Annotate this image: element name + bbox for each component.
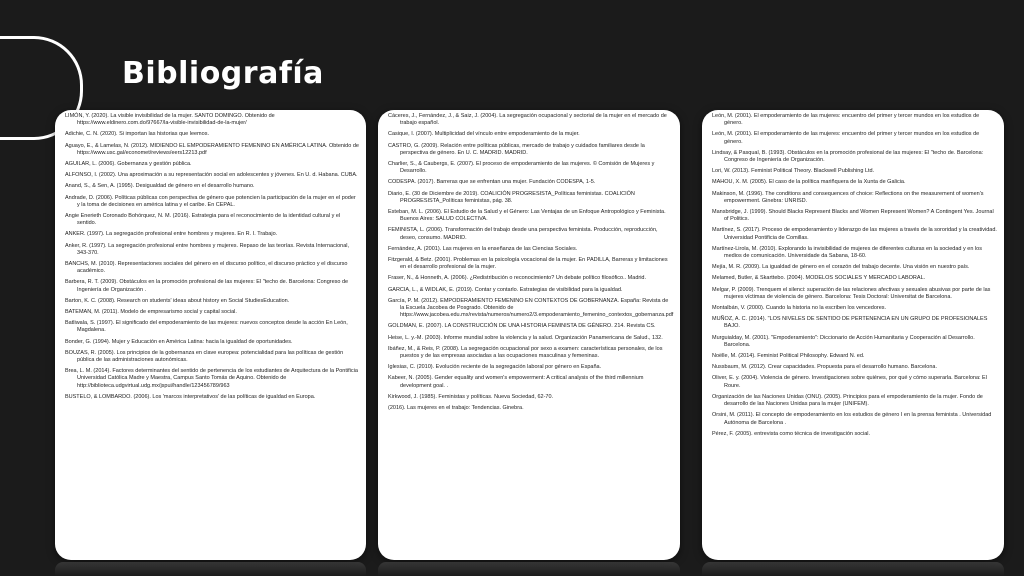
reference-entry: Anand, S., & Sen, A. (1995). Desigualdad de género en el desarrollo humano. bbox=[65, 183, 255, 190]
reference-entry: (2016). Las mujeres en el trabajo: Tendencias. Ginebra. bbox=[388, 405, 524, 412]
reference-entry: BUSTELO, & LOMBARDO. (2006). Los 'marcos interpretativos' de las políticas de igualdad en Europa. bbox=[65, 393, 316, 400]
bibliography-page-1 bbox=[55, 110, 366, 560]
reference-entry: BOUZAS, R. (2005). Los principios de la gobernanza en clave europea: potencialidad para las políticas de gestión pública de las administraciones autonómicas. bbox=[65, 349, 344, 364]
slide-title: Bibliografía bbox=[122, 56, 324, 91]
reference-entry: Batliwala, S. (1997). El significado del empoderamiento de las mujeres: nuevos conceptos desde la acción En León, Magdalena. bbox=[65, 320, 348, 334]
bibliography-page-3 bbox=[702, 110, 1004, 560]
page-reflection bbox=[55, 562, 366, 576]
bibliography-page-2 bbox=[378, 110, 680, 560]
reference-entry: Fraser, N., & Honneth, A. (2006). ¿Redistribución o reconocimiento? Un debate político filosófico.. Madrid. bbox=[388, 275, 647, 282]
reference-entry: Heise, L. y.-M. (2003). Informe mundial sobre la violencia y la salud. Organización Panamericana de Salud., 132. bbox=[388, 334, 663, 341]
reference-entry: Melamed, Butler, & Skarttebo. (2004). MODELOS SOCIALES Y MERCADO LABORAL. bbox=[712, 275, 926, 282]
reference-entry: Pérez, F. (2005). entrevista como técnica de investigación social. bbox=[712, 430, 871, 437]
reference-entry: Noëlle, M. (2014). Feminist Political Philosophy. Edward N. ed. bbox=[712, 353, 865, 360]
reference-entry: García, P. M. (2012). EMPODERAMIENTO FEMENINO EN CONTEXTOS DE GOBERNANZA. España: Revista de la Escuela Jacobea de Posgrado. Obtenido de https://www.jacobea.edu.mx/revista/numeros/numero2/3.empoderamiento_femenino_contextos_gobernanza.pdf bbox=[388, 297, 674, 319]
reference-entry: Mansbridge, J. (1999). Should Blacks Represent Blacks and Women Represent Women? A Contingent Yes. Journal of Politics. bbox=[712, 209, 994, 223]
reference-entry: GARCIA, L., & WIDLAK, E. (2019). Contar y contarlo. Estrategias de visibilidad para la igualdad. bbox=[388, 286, 623, 293]
reference-entry: Anker, R. (1997). La segregación profesional entre hombres y mujeres. Repaso de las teorías. Revista Internacional, 343-370. bbox=[65, 242, 350, 256]
reference-entry: Organización de las Naciones Unidas (ONU). (2005). Principios para el empoderamiento de la mujer. Fondo de desarrollo de las Naciones Unidas para la mujer (UNIFEM). bbox=[712, 393, 983, 408]
reference-entry: Kabeer, N. (2005). Gender equality and women's empowerment: A critical analysis of the third millennium development goal. . bbox=[388, 375, 644, 389]
reference-entry: FEMINISTA, L. (2006). Transformación del trabajo desde una perspectiva feminista. Producción, reproducción, deseo, consumo. MADRID. bbox=[388, 227, 658, 241]
reference-entry: Martínez-Lirola, M. (2010). Explorando la invisibilidad de mujeres de diferentes culturas en la sociedad y en los medios de comunicación. Universidade da Sabana, 18-60. bbox=[712, 245, 982, 260]
reference-entry: ALFONSO, I. (2002). Una aproximación a su representación social en adolescentes y jóvenes. En U. d. Habana. CUBA. bbox=[65, 172, 358, 179]
reference-entry: Nussbaum, M. (2012). Crear capacidades. Propuesta para el desarrollo humano. Barcelona. bbox=[712, 364, 938, 371]
reference-entry: Aguayo, E., & Lamelas, N. (2012). MIDIENDO EL EMPODERAMIENTO FEMENINO EN AMÉRICA LATINA. Obtenido de https://www.usc.gal/economet/reviews/eers12213.pdf bbox=[65, 142, 359, 156]
page-reflection bbox=[702, 562, 1004, 576]
reference-entry: Fernández, A. (2001). Las mujeres en la enseñanza de las Ciencias Sociales. bbox=[388, 245, 578, 252]
reference-entry: León, M. (2001). El empoderamiento de las mujeres: encuentro del primer y tercer mundos en los estudios de género. bbox=[712, 131, 980, 145]
reference-entry: MUÑOZ, A. C. (2014). "LOS NIVELES DE SENTIDO DE PERTENENCIA EN UN GRUPO DE PROFESIONALES BAJO. bbox=[712, 316, 988, 330]
reference-entry: Lori, W. (2013). Feminist Political Theory. Blackwell Publishing Ltd. bbox=[712, 168, 875, 175]
reference-entry: Brea, L. M. (2014). Factores determinantes del sentido de pertenencia de los estudiantes de Arquitectura de la Pontificia Universidad Católica Madre y Maestra, Campus Santo Tomás de Aquino. Obtenido de http://biblioteca.udgvirtual.udg.mx/jspui/handle/123456789/963 bbox=[65, 368, 358, 389]
reference-entry: Orsini, M. (2011). El concepto de empoderamiento en los estudios de género I en la prensa feminista . Universidad Autónoma de Barcelona . bbox=[712, 412, 992, 426]
reference-entry: Ibáñez, M., & Reis, P. (2008). La segregación ocupacional por sexo a examen: características personales, de los puestos y de las empresas asociadas a las ocupaciones masculinas y femeninas. bbox=[388, 345, 663, 360]
reference-entry: Fitzgerald, & Betz. (2001). Problemas en la psicología vocacional de la mujer. En PADILLA, Barreras y limitaciones en el desarrollo profesional de la mujer. bbox=[388, 257, 668, 271]
reference-entry: Casique, I. (2007). Multiplicidad del vínculo entre empoderamiento de la mujer. bbox=[388, 131, 580, 138]
reference-entry: Kirkwood, J. (1985). Feministas y políticas. Nueva Sociedad, 62-70. bbox=[388, 393, 554, 400]
reference-entry: Adichie, C. N. (2020). Si importan las historias que leemos. bbox=[65, 131, 209, 138]
reference-entry: Charlier, S., & Caubergs, E. (2007). El proceso de empoderamiento de las mujeres. © Comisión de Mujeres y Desarrollo. bbox=[388, 161, 655, 175]
reference-entry: Esteban, M. L. (2006). El Estudio de la Salud y el Género: Las Ventajas de un Enfoque Antropológico y Feminista. Buenos Aires: SALUD COLECTIVA. bbox=[388, 209, 666, 223]
reference-entry: Montalbán, V. (2000). Cuando la historia no la escriben los vencedores. bbox=[712, 305, 887, 312]
page-reflection bbox=[378, 562, 680, 576]
reference-entry: Iglesias, C. (2010). Evolución reciente de la segregación laboral por género en España. bbox=[388, 364, 602, 371]
reference-entry: Oliver, E. y. (2004). Violencia de género. Investigaciones sobre quiénes, por qué y cómo superarla. Barcelona: El Roure. bbox=[712, 375, 987, 389]
reference-entry: GOLDMAN, E. (2007). LA CONSTRUCCIÓN DE UNA HISTORIA FEMINISTA DE GÉNERO. 214. Revista CS. bbox=[388, 323, 656, 330]
reference-entry: Andrade, D. (2006). Políticas públicas con perspectiva de género que potencien la participación de la mujer en el poder y la toma de decisiones en américa latina y el caribe. En CEPAL. bbox=[65, 194, 356, 208]
reference-entry: CASTRO, G. (2009). Relación entre políticas públicas, mercado de trabajo y cuidados familiares desde la perspectiva de género. En U. C. MADRID. MADRID. bbox=[388, 142, 645, 156]
reference-entry: CODESPA. (2017). Barreras que se enfrentan una mujer. Fundación CODESPA, 1-5. bbox=[388, 179, 596, 186]
reference-entry: Lindsay, & Pasqual, B. (1993). Obstáculos en la promoción profesional de las mujeres: El "techo de. Barcelona: Congreso de Ingeniería de Organización. bbox=[712, 149, 984, 164]
reference-entry: Melgar, P. (2009). Trenquem el silenci: superación de las relaciones afectivas y sexuales abusivas por parte de las mujeres víctimas de violencia de género. Barcelona: Tesis Doctoral: Universitat de Barcelona. bbox=[712, 286, 991, 300]
reference-entry: Makinson, M. (1996). The conditions and consequences of choice: Reflections on the measurement of women's empowerment. Ginebra: UNRISD. bbox=[712, 190, 984, 204]
reference-entry: BANCHS, M. (2010). Representaciones sociales del género en el discurso político, el discurso práctico y el discurso académico. bbox=[65, 261, 348, 275]
reference-list bbox=[378, 110, 680, 412]
reference-entry: Barton, K. C. (2008). Research on students' ideas about history en Social StudiesEducation. bbox=[65, 297, 290, 304]
reference-entry: AGUILAR, L. (2006). Gobernanza y gestión pública. bbox=[65, 161, 192, 168]
reference-entry: LIMÓN, Y. (2020). La visible invisibilidad de la mujer. SANTO DOMINGO. Obtenido de https://www.eldinero.com.do/97667/la-visible-invisibilidad-de-la-mujer/ bbox=[65, 113, 275, 127]
reference-entry: Diario, E. (30 de Diciembre de 2019). COALICIÓN PROGRESISTA_Políticas feministas. COALICIÓN PROGRESISTA_Políticas feministas, pág. 38. bbox=[388, 190, 635, 204]
reference-entry: BATEMAN, M. (2011). Modelo de empresarismo social y capital social. bbox=[65, 309, 237, 316]
reference-list bbox=[702, 110, 1004, 438]
reference-entry: Angie Enerieth Coronado Bohórquez, N. M. (2016). Estrategia para el reconocimiento de la identidad cultural y el sentido. bbox=[65, 213, 341, 227]
reference-entry: Cáceres, J., Fernández, J., & Saiz, J. (2004). La segregación ocupacional y sectorial de la mujer en el mercado de trabajo español. bbox=[388, 113, 667, 127]
reference-entry: Martínez, S. (2017). Proceso de empoderamiento y liderazgo de las mujeres a través de la sororidad y la creatividad. Universidad Pontificia de Comillas. bbox=[712, 227, 997, 241]
reference-entry: Barbera, R. T. (2009). Obstáculos en la promoción profesional de las mujeres: El "techo de. Barcelona: Congreso de Ingeniería de Organización . bbox=[65, 279, 349, 293]
reference-entry: Mejía, M. R. (2009). La igualdad de género en el corazón del trabajo decente. Una visión en nuestro país. bbox=[712, 264, 970, 271]
reference-list bbox=[55, 110, 366, 401]
reference-entry: MAHOU, X. M. (2005). El caso de la política mariñquera de la Xunta de Galicia. bbox=[712, 179, 906, 186]
reference-entry: ANKER. (1997). La segregación profesional entre hombres y mujeres. En R. I. Trabajo. bbox=[65, 231, 278, 238]
reference-entry: León, M. (2001). El empoderamiento de las mujeres: encuentro del primer y tercer mundos en los estudios de género. bbox=[712, 113, 980, 127]
reference-entry: Bonder, G. (1994). Mujer y Educación en América Latina: hacia la igualdad de oportunidades. bbox=[65, 338, 293, 345]
reference-entry: Murguialday, M. (2001). "Empoderamiento": Diccionario de Acción Humanitaria y Cooperación al Desarrollo. Barcelona. bbox=[712, 334, 975, 348]
